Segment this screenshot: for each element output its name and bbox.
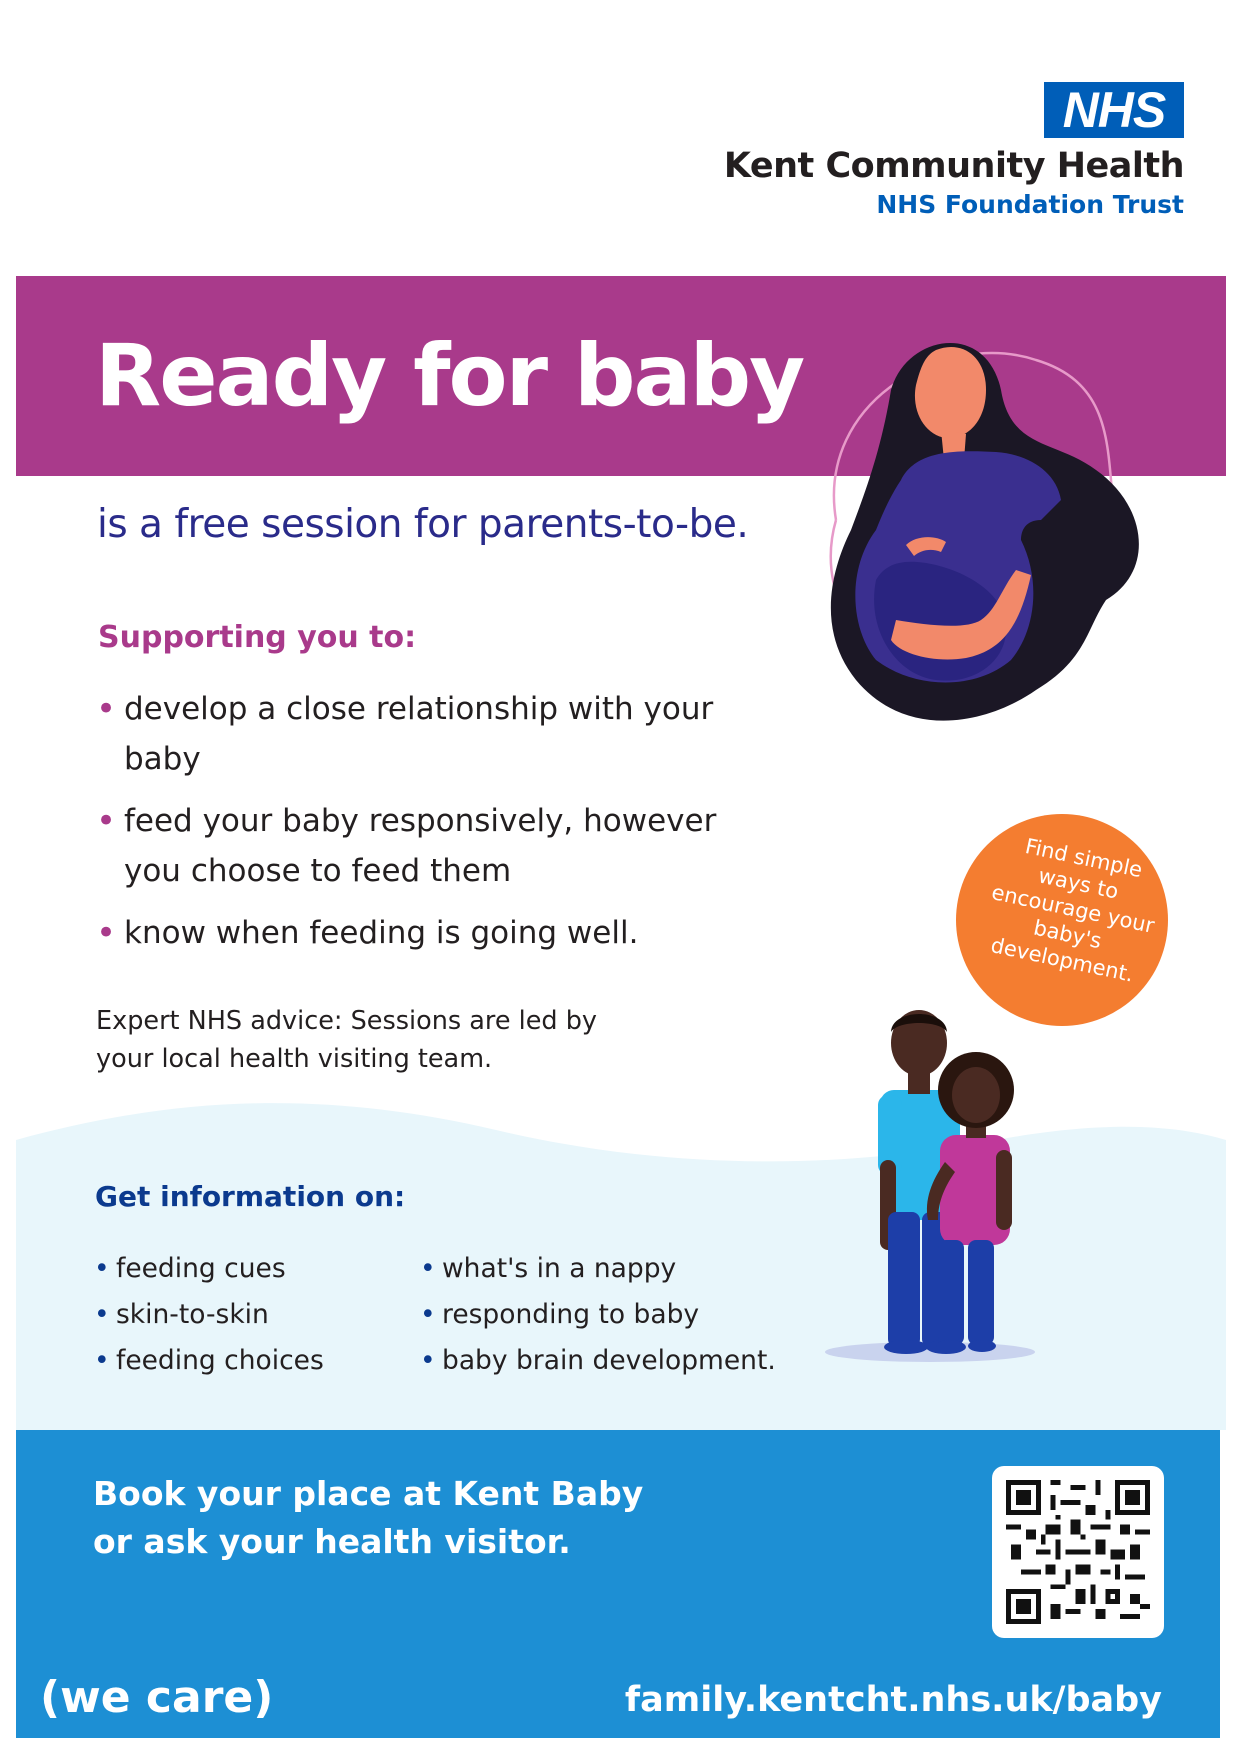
we-care-logo xyxy=(40,1672,273,1723)
right-bracket-icon: ) xyxy=(253,1672,274,1723)
booking-line-2: or ask your health visitor. xyxy=(93,1522,571,1561)
booking-line-1: Book your place at Kent Baby xyxy=(93,1474,644,1513)
org-subtitle: NHS Foundation Trust xyxy=(876,190,1184,219)
nhs-badge: NHS xyxy=(1044,82,1184,138)
page-title: Ready for baby xyxy=(95,326,804,426)
info-list-left xyxy=(94,1246,324,1384)
subtitle: is a free session for parents-to-be. xyxy=(97,502,749,547)
pregnant-mother-illustration xyxy=(796,330,1176,750)
list-item: • feeding choices xyxy=(94,1338,324,1384)
qr-code[interactable] xyxy=(1006,1480,1150,1624)
list-item: • know when feeding is going well. xyxy=(96,908,736,958)
list-item: • feed your baby responsively, however you choose to feed them xyxy=(96,796,736,896)
info-heading: Get information on: xyxy=(95,1180,406,1213)
website-link[interactable]: family.kentcht.nhs.uk/baby xyxy=(624,1680,1162,1720)
list-item: • feeding cues xyxy=(94,1246,324,1292)
booking-text xyxy=(93,1470,643,1566)
org-name: Kent Community Health xyxy=(723,146,1184,186)
list-item: • develop a close relationship with your baby xyxy=(96,684,736,784)
bubble-text: Find simple ways to encourage your baby's development. xyxy=(988,834,1157,987)
list-item: • baby brain development. xyxy=(420,1338,776,1384)
expert-advice-note: Expert NHS advice: Sessions are led by your local health visiting team. xyxy=(96,1006,597,1074)
supporting-heading: Supporting you to: xyxy=(98,620,417,655)
we-care-text: we care xyxy=(60,1672,254,1723)
nhs-logo xyxy=(704,82,1184,222)
parents-couple-illustration xyxy=(820,950,1070,1370)
list-item: • what's in a nappy xyxy=(420,1246,776,1292)
list-item: • responding to baby xyxy=(420,1292,776,1338)
supporting-list xyxy=(96,684,736,970)
left-bracket-icon: ( xyxy=(40,1672,61,1723)
qr-code-card[interactable] xyxy=(992,1466,1164,1638)
info-list-right xyxy=(420,1246,776,1384)
list-item: • skin-to-skin xyxy=(94,1292,324,1338)
